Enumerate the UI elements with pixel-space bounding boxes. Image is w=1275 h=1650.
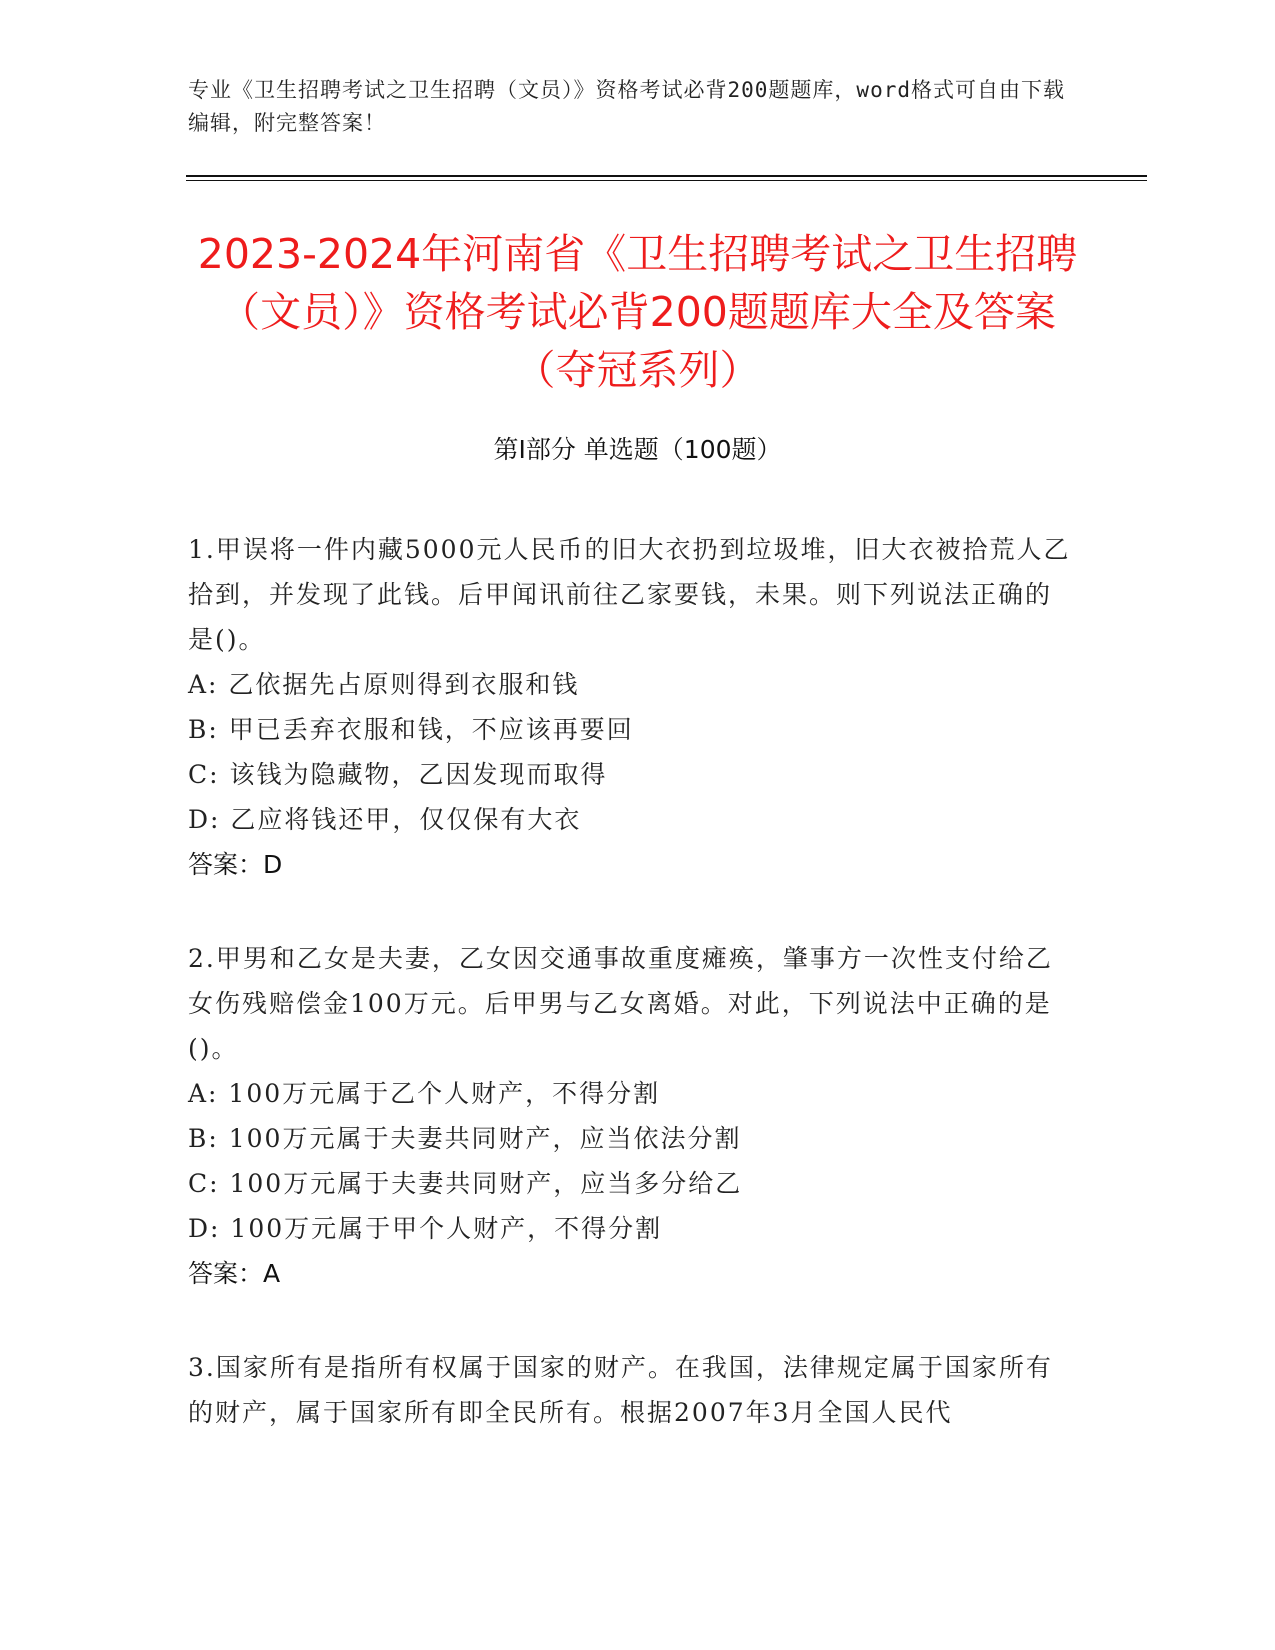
- question-stem: 2.甲男和乙女是夫妻，乙女因交通事故重度瘫痪，肇事方一次性支付给乙女伤残赔偿金100万元。后甲男与乙女离婚。对此，下列说法中正确的是()。: [188, 944, 1053, 1063]
- header-note: 专业《卫生招聘考试之卫生招聘（文员）》资格考试必背200题题库，word格式可自由下载编辑，附完整答案！: [188, 78, 1065, 135]
- answer-label: 答案：A: [188, 1259, 281, 1288]
- option-a: A: 乙依据先占原则得到衣服和钱: [188, 670, 580, 699]
- question-1: [188, 527, 1073, 887]
- option-d: D: 乙应将钱还甲，仅仅保有大衣: [188, 805, 582, 834]
- option-c: C: 100万元属于夫妻共同财产，应当多分给乙: [188, 1169, 743, 1198]
- question-2: [188, 936, 1073, 1296]
- option-d: D: 100万元属于甲个人财产，不得分割: [188, 1214, 663, 1243]
- question-stem: 3.国家所有是指所有权属于国家的财产。在我国，法律规定属于国家所有的财产，属于国家所有即全民所有。根据2007年3月全国人民代: [188, 1353, 1053, 1427]
- option-b: B: 甲已丢弃衣服和钱，不应该再要回: [188, 715, 634, 744]
- question-3: [188, 1345, 1073, 1435]
- question-stem: 1.甲误将一件内藏5000元人民币的旧大衣扔到垃圾堆，旧大衣被拾荒人乙拾到，并发现了此钱。后甲闻讯前往乙家要钱，未果。则下列说法正确的是()。: [188, 535, 1071, 654]
- header-divider-thick: [186, 175, 1147, 177]
- header-divider-thin: [186, 180, 1147, 181]
- option-b: B: 100万元属于夫妻共同财产，应当依法分割: [188, 1124, 742, 1153]
- option-c: C: 该钱为隐藏物，乙因发现而取得: [188, 760, 608, 789]
- answer-label: 答案：D: [188, 850, 283, 879]
- part-heading: 第Ⅰ部分 单选题（100题）: [493, 435, 782, 464]
- option-a: A: 100万元属于乙个人财产，不得分割: [188, 1079, 661, 1108]
- document-title: 2023-2024年河南省《卫生招聘考试之卫生招聘（文员）》资格考试必背200题题库大全及答案（夺冠系列）: [197, 230, 1078, 394]
